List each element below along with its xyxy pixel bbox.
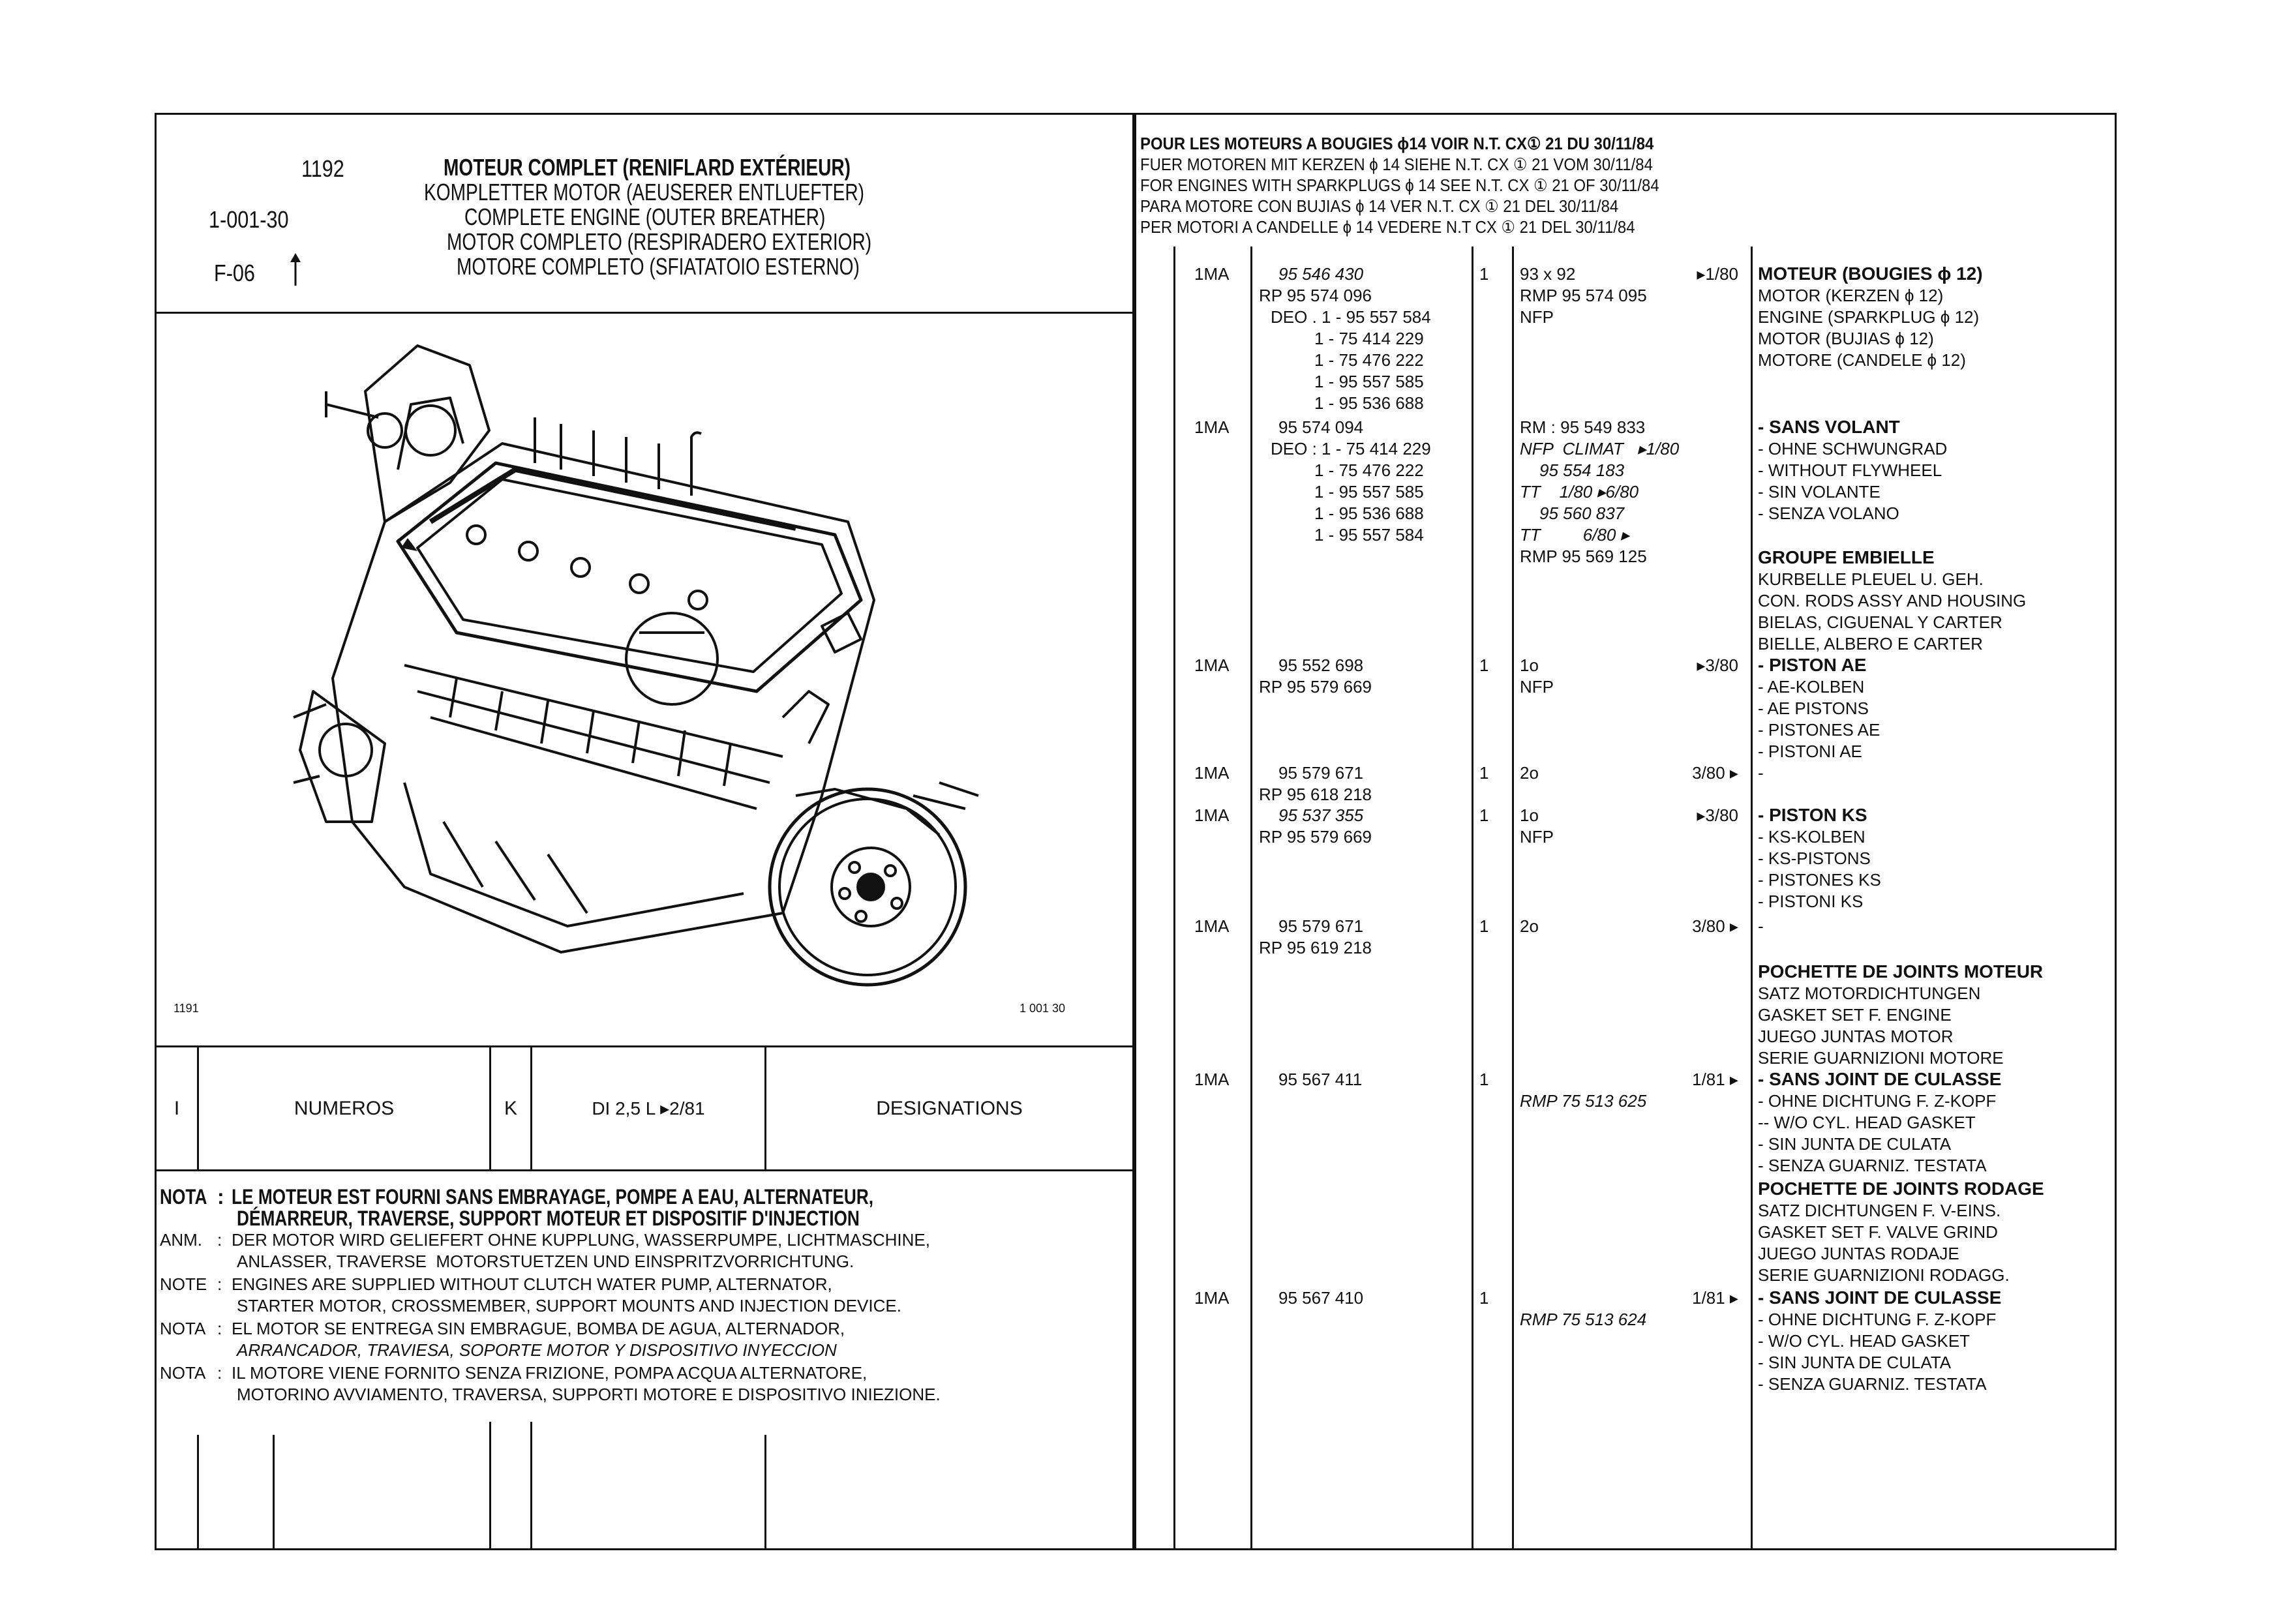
note-line: EL MOTOR SE ENTREGA SIN EMBRAGUE, BOMBA DE AGUA, ALTERNADOR, (232, 1319, 845, 1338)
row-info: 1o (1520, 655, 1539, 675)
column-header-k: K (504, 1097, 517, 1119)
note-sep: : (217, 1274, 222, 1294)
row-info: 2o (1520, 763, 1539, 783)
part-number: 1 - 75 476 222 (1314, 350, 1424, 370)
row-info: RMP 75 513 624 (1520, 1310, 1647, 1329)
row-designation: JUEGO JUNTAS RODAJE (1758, 1244, 1959, 1263)
part-number: DEO : 1 - 75 414 229 (1271, 439, 1431, 458)
part-number: 95 567 410 (1278, 1288, 1364, 1308)
banner-line-it: PER MOTORI A CANDELLE ϕ 14 VEDERE N.T CX ① 21 DEL 30/11/84 (1140, 217, 1635, 237)
row-qty: 1 (1479, 1288, 1489, 1308)
row-date: ▸3/80 (1697, 805, 1738, 825)
part-number: 1 - 95 536 688 (1314, 503, 1424, 523)
plate-number: 1192 (301, 155, 344, 182)
col-line-r2 (1250, 247, 1252, 1550)
row-designation: - AE PISTONS (1758, 698, 1869, 718)
part-number: DEO . 1 - 95 557 584 (1271, 307, 1431, 327)
row-designation: - SIN JUNTA DE CULATA (1758, 1134, 1952, 1154)
row-info: RMP 95 574 095 (1520, 286, 1647, 305)
row-designation: KURBELLE PLEUEL U. GEH. (1758, 569, 1984, 589)
banner-line-de: FUER MOTOREN MIT KERZEN ϕ 14 SIEHE N.T. CX ① 21 VOM 30/11/84 (1140, 155, 1653, 174)
row-qty: 1 (1479, 805, 1489, 825)
row-info: 93 x 92 (1520, 264, 1576, 284)
row-designation: SERIE GUARNIZIONI RODAGG. (1758, 1265, 2010, 1285)
engine-illustration (287, 326, 1004, 991)
row-code: 1MA (1194, 264, 1230, 284)
row-info: 95 560 837 (1539, 503, 1625, 523)
part-number: 1 - 75 476 222 (1314, 460, 1424, 480)
row-code: 1MA (1194, 916, 1230, 936)
row-info: NFP (1520, 827, 1554, 847)
row-info: NFP (1520, 677, 1554, 697)
col-stub-5 (764, 1435, 766, 1550)
part-number: 95 537 355 (1278, 805, 1364, 825)
part-number: 95 552 698 (1278, 655, 1364, 675)
part-number: 1 - 75 414 229 (1314, 329, 1424, 348)
column-header-i: I (174, 1097, 180, 1119)
row-code: 1MA (1194, 655, 1230, 675)
row-designation: - (1758, 916, 1764, 936)
col-stub-1 (197, 1435, 199, 1550)
column-header-numeros: NUMEROS (294, 1097, 395, 1119)
illustration-caption-left: 1191 (174, 1002, 199, 1015)
part-number: 95 579 671 (1278, 763, 1364, 783)
row-designation: SATZ DICHTUNGEN F. V-EINS. (1758, 1201, 2001, 1220)
note-line: ARRANCADOR, TRAVIESA, SOPORTE MOTOR Y DISPOSITIVO INYECCION (237, 1340, 837, 1360)
row-qty: 1 (1479, 1070, 1489, 1089)
note-label: ANM. (160, 1230, 202, 1250)
note-line: STARTER MOTOR, CROSSMEMBER, SUPPORT MOUNTS AND INJECTION DEVICE. (237, 1296, 901, 1315)
row-designation: - PISTONI KS (1758, 892, 1864, 911)
row-designation: SATZ MOTORDICHTUNGEN (1758, 984, 1981, 1003)
row-designation: - SENZA VOLANO (1758, 503, 1899, 523)
row-code: 1MA (1194, 1288, 1230, 1308)
part-number: 95 567 411 (1278, 1070, 1363, 1089)
note-line: ANLASSER, TRAVERSE MOTORSTUETZEN UND EINSPRITZVORRICHTUNG. (237, 1252, 854, 1271)
row-designation: CON. RODS ASSY AND HOUSING (1758, 591, 2027, 610)
row-info: RM : 95 549 833 (1520, 417, 1646, 437)
banner-line-en: FOR ENGINES WITH SPARKPLUGS ϕ 14 SEE N.T. CX ① 21 OF 30/11/84 (1140, 175, 1659, 195)
note-sep: : (217, 1319, 222, 1338)
right-panel (1134, 113, 2117, 1550)
part-number: RP 95 619 218 (1259, 938, 1372, 957)
row-info: NFP CLIMAT ▸1/80 (1520, 439, 1680, 458)
note-label: NOTE (160, 1274, 207, 1294)
row-info: 2o (1520, 916, 1539, 936)
column-header-designations: DESIGNATIONS (876, 1097, 1023, 1119)
row-qty: 1 (1479, 655, 1489, 675)
col-stub-3 (489, 1422, 491, 1550)
col-line-r5 (1751, 247, 1753, 1550)
row-info: 1o (1520, 805, 1539, 825)
row-designation: - PISTON KS (1758, 805, 1867, 825)
row-date: 1/81 ▸ (1692, 1288, 1738, 1308)
note-sep: : (217, 1230, 222, 1250)
row-designation: MOTOR (BUJIAS ϕ 12) (1758, 329, 1934, 348)
row-qty: 1 (1479, 916, 1489, 936)
row-info: 95 554 183 (1539, 460, 1625, 480)
title-it: MOTORE COMPLETO (SFIATATOIO ESTERNO) (457, 253, 860, 280)
row-designation: POCHETTE DE JOINTS RODAGE (1758, 1179, 2044, 1199)
row-designation: - SIN JUNTA DE CULATA (1758, 1353, 1952, 1372)
part-number: RP 95 579 669 (1259, 677, 1372, 697)
row-designation: - SANS JOINT DE CULASSE (1758, 1069, 2002, 1089)
part-number: 1 - 95 557 585 (1314, 482, 1424, 502)
row-designation: GASKET SET F. VALVE GRIND (1758, 1222, 1998, 1242)
note-line: ENGINES ARE SUPPLIED WITHOUT CLUTCH WATER PUMP, ALTERNATOR, (232, 1274, 832, 1294)
row-designation: POCHETTE DE JOINTS MOTEUR (1758, 961, 2044, 982)
row-designation: - SANS JOINT DE CULASSE (1758, 1287, 2002, 1308)
row-designation: - KS-PISTONS (1758, 849, 1871, 868)
row-designation: - KS-KOLBEN (1758, 827, 1865, 847)
row-designation: - OHNE SCHWUNGRAD (1758, 439, 1948, 458)
row-designation: - W/O CYL. HEAD GASKET (1758, 1331, 1971, 1351)
row-date: 1/81 ▸ (1692, 1070, 1738, 1089)
row-designation: - WITHOUT FLYWHEEL (1758, 460, 1942, 480)
row-designation: - PISTONES KS (1758, 870, 1881, 890)
title-fr: MOTEUR COMPLET (RENIFLARD EXTÉRIEUR) (444, 154, 851, 181)
note-label: NOTA (160, 1363, 206, 1383)
part-number: 95 574 094 (1278, 417, 1364, 437)
row-info: RMP 75 513 625 (1520, 1091, 1647, 1111)
row-info: TT 1/80 ▸6/80 (1520, 482, 1639, 502)
part-number: 1 - 95 536 688 (1314, 393, 1424, 413)
col-line-r4 (1512, 247, 1514, 1550)
row-info: RMP 95 569 125 (1520, 547, 1647, 566)
note-line: MOTORINO AVVIAMENTO, TRAVERSA, SUPPORTI MOTORE E DISPOSITIVO INIEZIONE. (237, 1385, 941, 1404)
row-designation: SERIE GUARNIZIONI MOTORE (1758, 1048, 2004, 1068)
row-designation: MOTORE (CANDELE ϕ 12) (1758, 350, 1966, 370)
row-designation: ENGINE (SPARKPLUG ϕ 12) (1758, 307, 1980, 327)
row-designation: - AE-KOLBEN (1758, 677, 1865, 697)
row-qty: 1 (1479, 264, 1489, 284)
title-de: KOMPLETTER MOTOR (AEUSERER ENTLUEFTER) (424, 179, 865, 205)
row-date: 3/80 ▸ (1692, 916, 1738, 936)
row-qty: 1 (1479, 763, 1489, 783)
part-number: RP 95 574 096 (1259, 286, 1372, 305)
row-date: 3/80 ▸ (1692, 763, 1738, 783)
row-designation: BIELLE, ALBERO E CARTER (1758, 634, 1983, 653)
row-date: ▸1/80 (1697, 264, 1738, 284)
row-designation: - SIN VOLANTE (1758, 482, 1881, 502)
row-designation: - SANS VOLANT (1758, 417, 1900, 437)
row-designation: - SENZA GUARNIZ. TESTATA (1758, 1374, 1987, 1394)
row-code: 1MA (1194, 1070, 1230, 1089)
note-line: DÉMARREUR, TRAVERSE, SUPPORT MOTEUR ET DISPOSITIF D'INJECTION (237, 1207, 860, 1230)
note-line: IL MOTORE VIENE FORNITO SENZA FRIZIONE, POMPA ACQUA ALTERNATORE, (232, 1363, 868, 1383)
col-line-r1 (1173, 247, 1175, 1550)
arrow-up-icon (288, 253, 303, 287)
row-designation: - OHNE DICHTUNG F. Z-KOPF (1758, 1310, 1997, 1329)
row-designation: JUEGO JUNTAS MOTOR (1758, 1027, 1954, 1046)
row-designation: - PISTONES AE (1758, 720, 1881, 740)
note-line: LE MOTEUR EST FOURNI SANS EMBRAYAGE, POMPE A EAU, ALTERNATEUR, (232, 1185, 874, 1209)
note-label: NOTA (160, 1185, 207, 1209)
row-designation: MOTOR (KERZEN ϕ 12) (1758, 286, 1944, 305)
row-code: 1MA (1194, 763, 1230, 783)
col-line-r3 (1472, 247, 1473, 1550)
part-number: 95 579 671 (1278, 916, 1364, 936)
banner-line-fr: POUR LES MOTEURS A BOUGIES ϕ14 VOIR N.T. CX① 21 DU 30/11/84 (1140, 134, 1654, 153)
row-code: 1MA (1194, 417, 1230, 437)
row-info: NFP (1520, 307, 1554, 327)
note-label: NOTA (160, 1319, 206, 1338)
row-designation: - (1758, 763, 1764, 783)
col-stub-4 (530, 1422, 532, 1550)
group-code: 1-001-30 (209, 206, 289, 233)
row-designation: -- W/O CYL. HEAD GASKET (1758, 1113, 1976, 1132)
note-sep: : (217, 1185, 224, 1209)
row-designation: GROUPE EMBIELLE (1758, 547, 1935, 567)
part-number: 1 - 95 557 584 (1314, 525, 1424, 545)
divider-header (155, 312, 1134, 314)
row-date: ▸3/80 (1697, 655, 1738, 675)
part-number: 95 546 430 (1278, 264, 1364, 284)
fig-ref: F-06 (214, 260, 255, 286)
row-designation: - PISTON AE (1758, 655, 1867, 675)
row-designation: - OHNE DICHTUNG F. Z-KOPF (1758, 1091, 1997, 1111)
row-info: TT 6/80 ▸ (1520, 525, 1629, 545)
title-en: COMPLETE ENGINE (OUTER BREATHER) (464, 203, 826, 230)
row-code: 1MA (1194, 805, 1230, 825)
part-number: 1 - 95 557 585 (1314, 372, 1424, 391)
col-stub-2 (273, 1435, 275, 1550)
row-designation: GASKET SET F. ENGINE (1758, 1005, 1952, 1025)
row-designation: MOTEUR (BOUGIES ϕ 12) (1758, 263, 1983, 284)
title-es: MOTOR COMPLETO (RESPIRADERO EXTERIOR) (447, 228, 872, 255)
part-number: RP 95 618 218 (1259, 785, 1372, 804)
column-header-model: DI 2,5 L ▸2/81 (592, 1098, 705, 1119)
note-line: DER MOTOR WIRD GELIEFERT OHNE KUPPLUNG, WASSERPUMPE, LICHTMASCHINE, (232, 1230, 930, 1250)
illustration-caption-right: 1 001 30 (1020, 1002, 1066, 1015)
row-designation: - PISTONI AE (1758, 742, 1862, 761)
row-designation: - SENZA GUARNIZ. TESTATA (1758, 1156, 1987, 1175)
divider-column-headers (155, 1169, 1134, 1171)
banner-line-es: PARA MOTORE CON BUJIAS ϕ 14 VER N.T. CX ① 21 DEL 30/11/84 (1140, 196, 1619, 216)
note-sep: : (217, 1363, 222, 1383)
row-designation: BIELAS, CIGUENAL Y CARTER (1758, 612, 2002, 632)
part-number: RP 95 579 669 (1259, 827, 1372, 847)
